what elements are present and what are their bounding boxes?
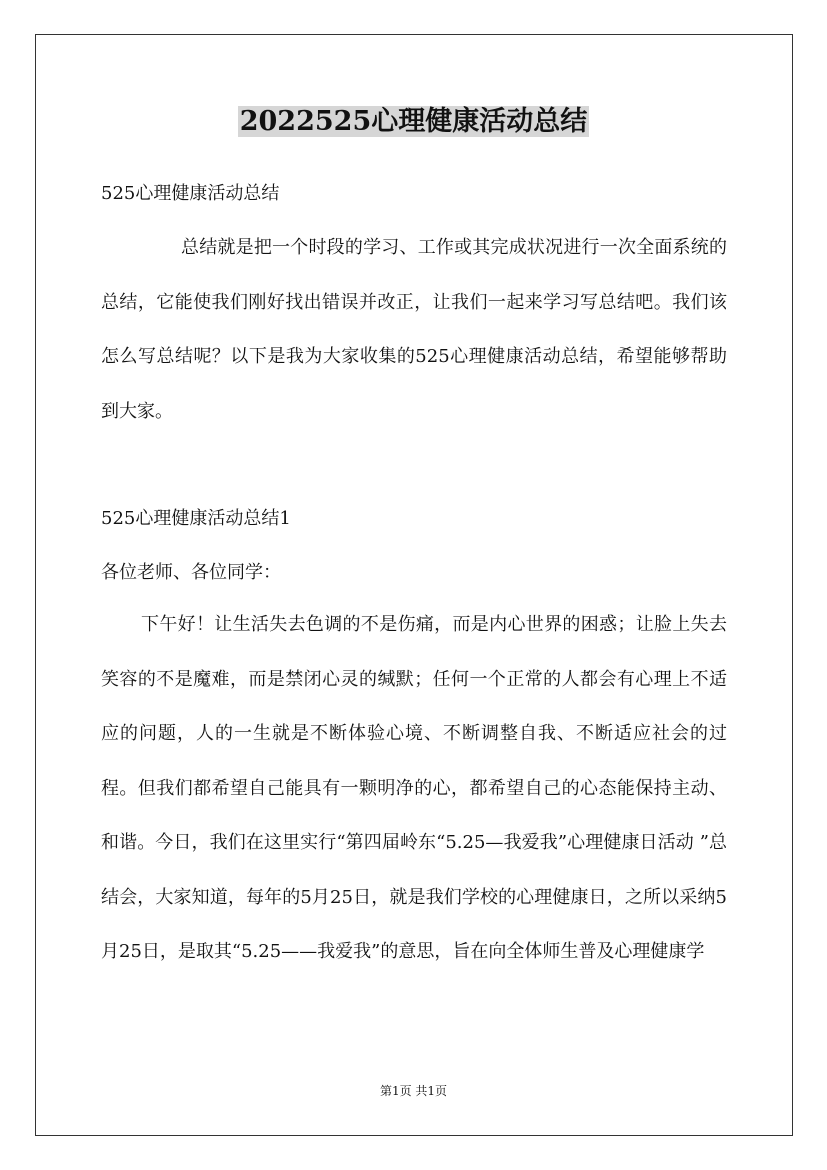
intro-paragraph: 总结就是把一个时段的学习、工作或其完成状况进行一次全面系统的总结，它能使我们刚好找出错误并改正，让我们一起来学习写总结吧。我们该怎么写总结呢？以下是我为大家收集的525心理健康活动总结，希望能够帮助到大家。 — [101, 237, 727, 422]
body-paragraph: 下午好！让生活失去色调的不是伤痛，而是内心世界的困惑；让脸上失去笑容的不是魔难，而是禁闭心灵的缄默；任何一个正常的人都会有心理上不适应的问题，人的一生就是不断体验心境、不断调整自我、不断适应社会的过程。但我们都希望自己能具有一颗明净的心，都希望自己的心态能保持主动、和谐。今日，我们在这里实行“第四届岭东“5.25—我爱我”心理健康日活动 ”总结会，大家知道，每年的5月25日，就是我们学校的心理健康日，之所以采纳5月25日，是取其“5.25——我爱我”的意思，旨在向全体师生普及心理健康学 — [101, 614, 727, 962]
salutation: 各位老师、各位同学： — [101, 562, 281, 583]
document-title — [0, 102, 827, 142]
document-title-text: 2022525心理健康活动总结 — [239, 106, 588, 137]
document-subtitle: 525心理健康活动总结 — [101, 183, 280, 204]
page-footer: 第1页 共1页 — [379, 1084, 448, 1098]
section-heading: 525心理健康活动总结1 — [101, 508, 291, 529]
